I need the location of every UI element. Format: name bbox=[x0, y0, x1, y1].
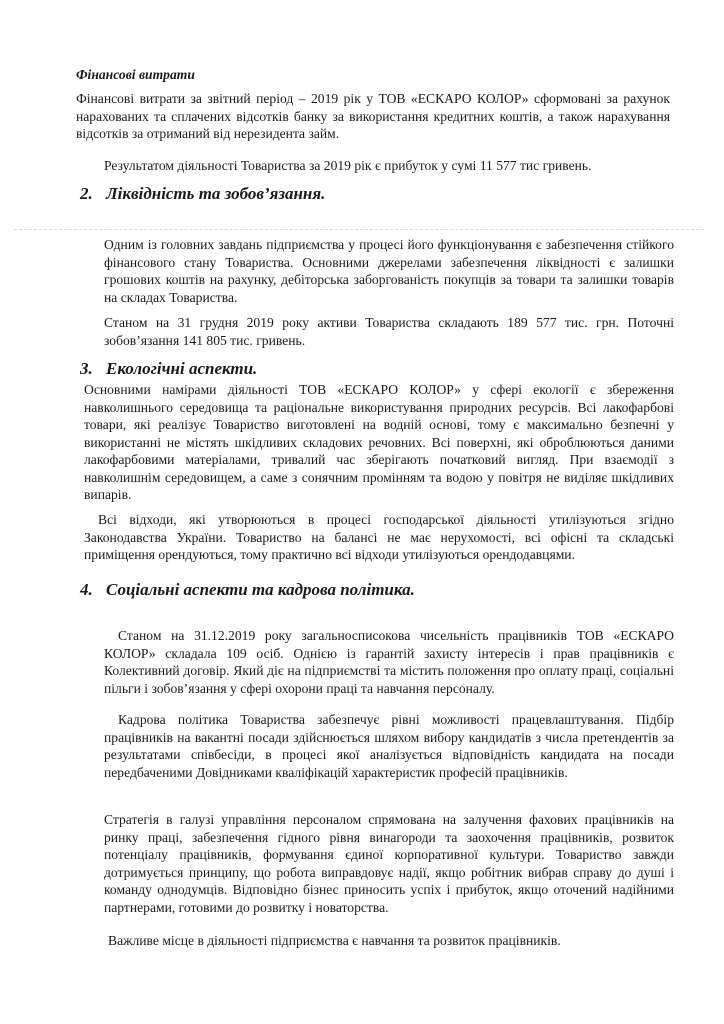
financial-expenses-paragraph: Фінансові витрати за звітний період – 2019 рік у ТОВ «ЕСКАРО КОЛОР» сформовані за рахунок нарахованих та сплачених відсотків банку за використання кредитних коштів, а також нарахування відсотків за отриманий від нерезидента займ. bbox=[76, 91, 670, 141]
section-4-heading bbox=[80, 580, 415, 600]
hr-policy-paragraph: Кадрова політика Товариства забезпечує рівні можливості працевлаштування. Підбір працівників на вакантні посади здійснюється шляхом вибору кандидатів з числа претендентів за результатами співбесіди, в процесі якої аналізується відповідність кандидата на посади передбаченими Довідниками кваліфікацій характеристик професій працівників. bbox=[104, 712, 674, 780]
ecology-paragraph: Основними намірами діяльності ТОВ «ЕСКАРО КОЛОР» у сфері екології є збереження навколишнього середовища та раціональне використування природних ресурсів. Всі лакофарбові товари, які реалізує Товариство виготовлені на водній основі, тому є максимально безпечні у використанні не містять шкідливих складових речовних. Всі поверхні, які оброблюються даними лакофарбовими матеріалами, тривалий час зберігають початковий вигляд. При взаємодії з навколишнім середовищем, а саме з сонячним промінням та водою у повітря не виділяє шкідливих випарів. bbox=[84, 382, 674, 502]
profit-paragraph: Результатом діяльності Товариства за 2019 рік є прибуток у сумі 11 577 тис гривень. bbox=[104, 158, 592, 173]
section-4-number: 4. bbox=[80, 580, 93, 599]
section-2-title: Ліквідність та зобов’язання. bbox=[106, 184, 326, 203]
scan-artifact-line bbox=[14, 229, 704, 230]
assets-paragraph: Станом на 31 грудня 2019 року активи Товариства складають 189 577 тис. грн. Поточні зобов’язання 141 805 тис. гривень. bbox=[104, 315, 674, 348]
section-3-heading bbox=[80, 359, 257, 379]
headcount-paragraph: Станом на 31.12.2019 року загальносписокова чисельність працівників ТОВ «ЕСКАРО КОЛОР» складала 109 осіб. Однією із гарантій захисту інтересів і прав працівників є Колективний договір. Який діє на підприємстві та містить положення про оплату праці, соціальні пільги і зобов’язання у сфері охорони праці та навчання персоналу. bbox=[104, 628, 674, 696]
section-2-number: 2. bbox=[80, 184, 93, 203]
training-paragraph: Важливе місце в діяльності підприємства є навчання та розвиток працівників. bbox=[108, 933, 561, 948]
financial-expenses-heading: Фінансові витрати bbox=[76, 67, 195, 82]
waste-paragraph: Всі відходи, які утворюються в процесі господарської діяльності утилізуються згідно Законодавства України. Товариство на балансі не має нерухомості, всі офісні та складські приміщення орендуються, тому практично всі відходи утилізуються орендодавцями. bbox=[84, 512, 674, 562]
section-4-title: Соціальні аспекти та кадрова політика. bbox=[106, 580, 415, 599]
section-3-number: 3. bbox=[80, 359, 93, 378]
hr-strategy-paragraph: Стратегія в галузі управління персоналом спрямована на залучення фахових працівників на ринку праці, забезпечення гідного рівня винагороди та заохочення працівників, розвиток потенціалу працівників, формування єдиної корпоративної культури. Товариство завжди дотримується принципу, що робота виправдовує надії, якщо робітник вибрав справу до душі і команду однодумців. Відповідно бізнес приносить успіх і прибуток, якщо оточений надійними партнерами, готовими до розвитку і новаторства. bbox=[104, 812, 674, 915]
section-2-heading bbox=[80, 184, 325, 204]
liquidity-paragraph: Одним із головних завдань підприємства у процесі його функціонування є забезпечення стійкого фінансового стану Товариства. Основними джерелами забезпечення ліквідності є залишки грошових коштів на рахунку, дебіторська заборгованість покупців за товари та залишки товарів на складах Товариства. bbox=[104, 237, 674, 305]
section-3-title: Екологічні аспекти. bbox=[106, 359, 258, 378]
